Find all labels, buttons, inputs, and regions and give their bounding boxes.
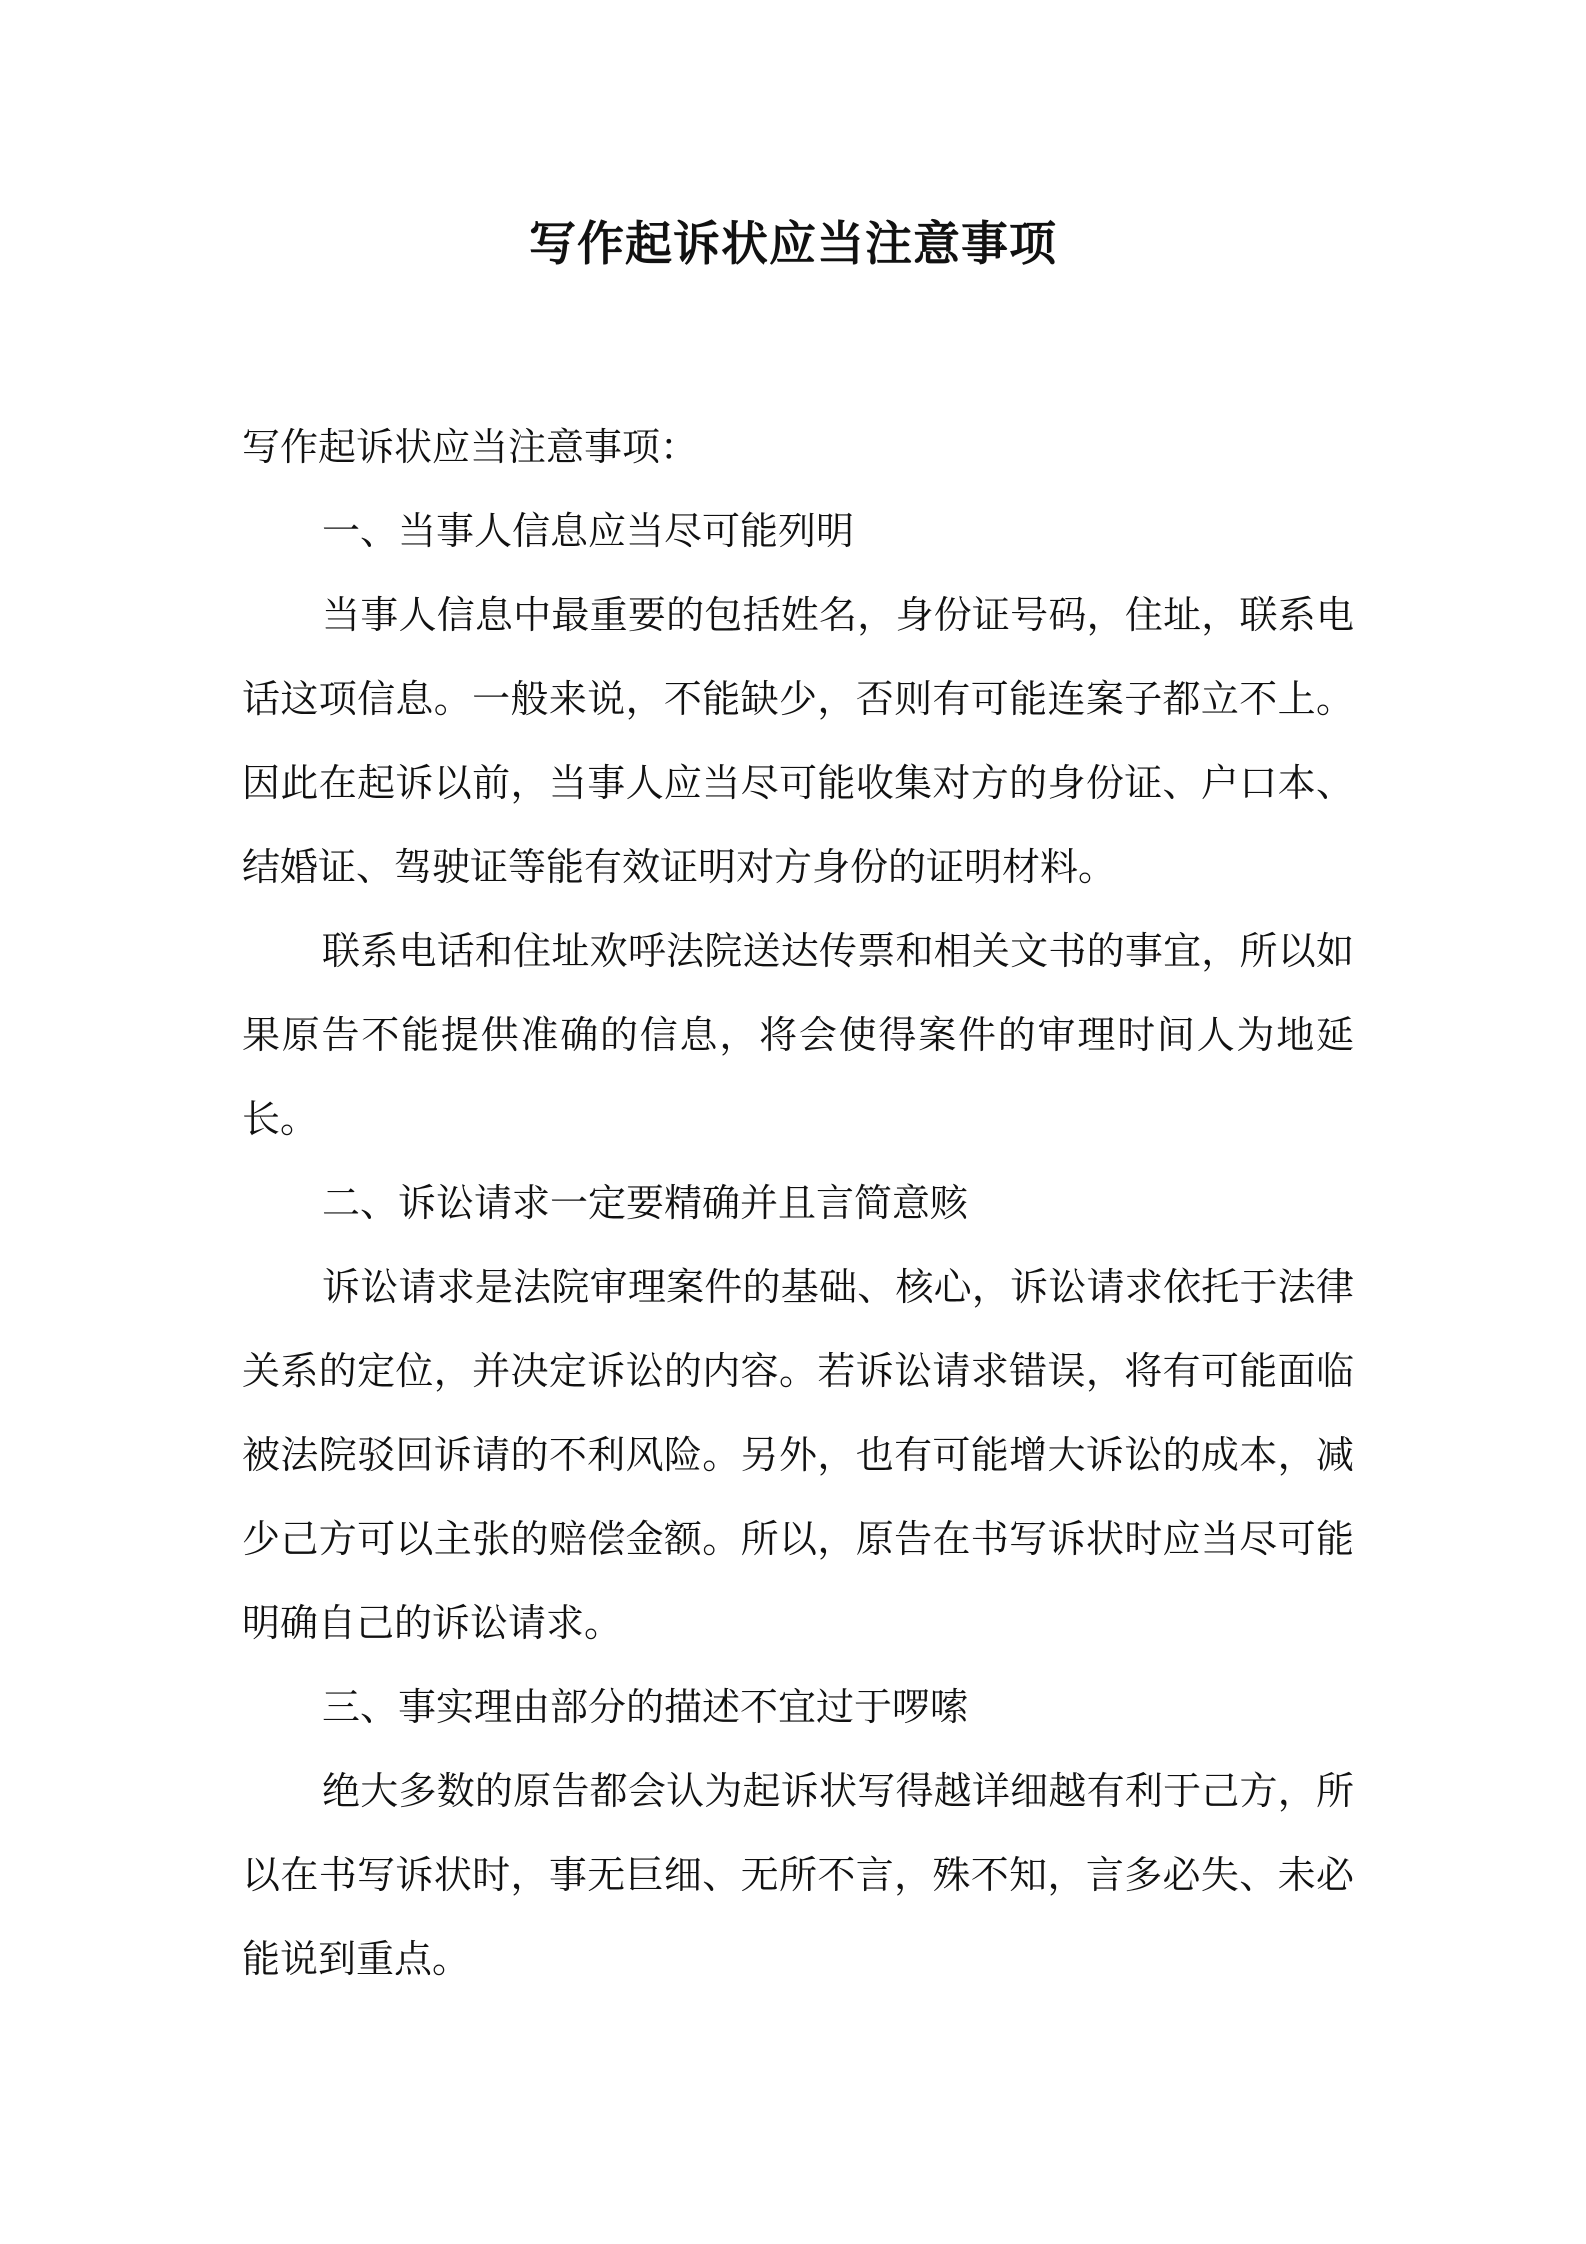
paragraph-2: 联系电话和住址欢呼法院送达传票和相关文书的事宜，所以如果原告不能提供准确的信息，将会使得案件的审理时间人为地延长。	[242, 929, 1354, 1141]
document-title: 写作起诉状应当注意事项	[529, 217, 1057, 272]
paragraph-3: 诉讼请求是法院审理案件的基础、核心，诉讼请求依托于法律关系的定位，并决定诉讼的内容。若诉讼请求错误，将有可能面临被法院驳回诉请的不利风险。另外，也有可能增大诉讼的成本，减少己方可以主张的赔偿金额。所以，原告在书写诉状时应当尽可能明确自己的诉讼请求。	[242, 1265, 1354, 1645]
section-heading-2: 二、诉讼请求一定要精确并且言简意赅	[322, 1181, 969, 1225]
paragraph-4: 绝大多数的原告都会认为起诉状写得越详细越有利于己方，所以在书写诉状时，事无巨细、无所不言，殊不知，言多必失、未必能说到重点。	[242, 1769, 1354, 1981]
section-heading-3: 三、事实理由部分的描述不宜过于啰嗦	[322, 1685, 969, 1729]
document-body	[242, 405, 1354, 2001]
section-heading-1: 一、当事人信息应当尽可能列明	[322, 509, 855, 553]
intro-line: 写作起诉状应当注意事项：	[242, 425, 699, 469]
paragraph-1: 当事人信息中最重要的包括姓名，身份证号码，住址，联系电话这项信息。一般来说，不能缺少，否则有可能连案子都立不上。因此在起诉以前，当事人应当尽可能收集对方的身份证、户口本、结婚证、驾驶证等能有效证明对方身份的证明材料。	[242, 593, 1354, 889]
